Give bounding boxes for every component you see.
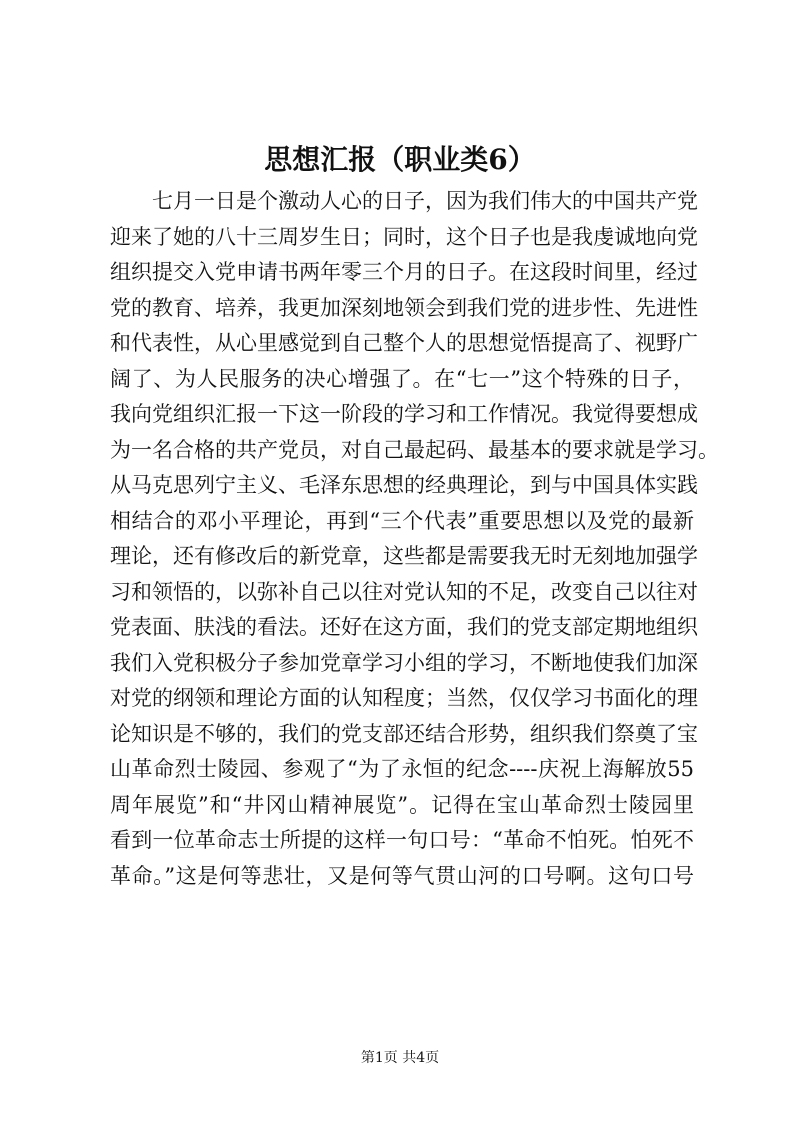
body-line: 看到一位革命志士所提的这样一句口号：“革命不怕死。怕死不: [110, 828, 694, 852]
page-number-footer: 第1页 共4页: [360, 1050, 440, 1066]
body-line: 理论，还有修改后的新党章，这些都是需要我无时无刻地加强学: [110, 544, 698, 568]
body-line: 党表面、肤浅的看法。还好在这方面，我们的党支部定期地组织: [110, 615, 698, 639]
body-line: 为一名合格的共产党员，对自己最起码、最基本的要求就是学习。: [110, 437, 719, 462]
body-line: 组织提交入党申请书两年零三个月的日子。在这段时间里，经过: [110, 260, 698, 284]
body-line: 周年展览”和“井冈山精神展览”。记得在宝山革命烈士陵园里: [110, 792, 694, 817]
body-line: 和代表性，从心里感觉到自己整个人的思想觉悟提高了、视野广: [110, 331, 698, 355]
body-line: 对党的纲领和理论方面的认知程度；当然，仅仅学习书面化的理: [110, 686, 698, 710]
body-line: 从马克思列宁主义、毛泽东思想的经典理论，到与中国具体实践: [110, 473, 698, 497]
body-line: 习和领悟的，以弥补自己以往对党认知的不足，改变自己以往对: [110, 579, 698, 604]
body-line: 党的教育、培养，我更加深刻地领会到我们党的进步性、先进性: [110, 295, 698, 320]
body-line: 迎来了她的八十三周岁生日；同时，这个日子也是我虔诚地向党: [110, 224, 698, 249]
body-line: 我们入党积极分子参加党章学习小组的学习，不断地使我们加深: [110, 650, 698, 675]
body-line: 革命。”这是何等悲壮，又是何等气贯山河的口号啊。这句口号: [110, 863, 694, 888]
body-line: 阔了、为人民服务的决心增强了。在“七一”这个特殊的日子，: [110, 366, 694, 391]
body-line: 山革命烈士陵园、参观了“为了永恒的纪念----庆祝上海解放55: [110, 757, 694, 781]
body-line: 七月一日是个激动人心的日子，因为我们伟大的中国共产党: [152, 189, 698, 213]
document-title: 思想汇报（职业类6）: [264, 143, 536, 176]
body-paragraph: [110, 184, 719, 894]
body-line: 我向党组织汇报一下这一阶段的学习和工作情况。我觉得要想成: [110, 402, 698, 426]
body-line: 相结合的邓小平理论，再到“三个代表”重要思想以及党的最新: [110, 508, 694, 533]
body-line: 论知识是不够的，我们的党支部还结合形势，组织我们祭奠了宝: [110, 721, 698, 746]
